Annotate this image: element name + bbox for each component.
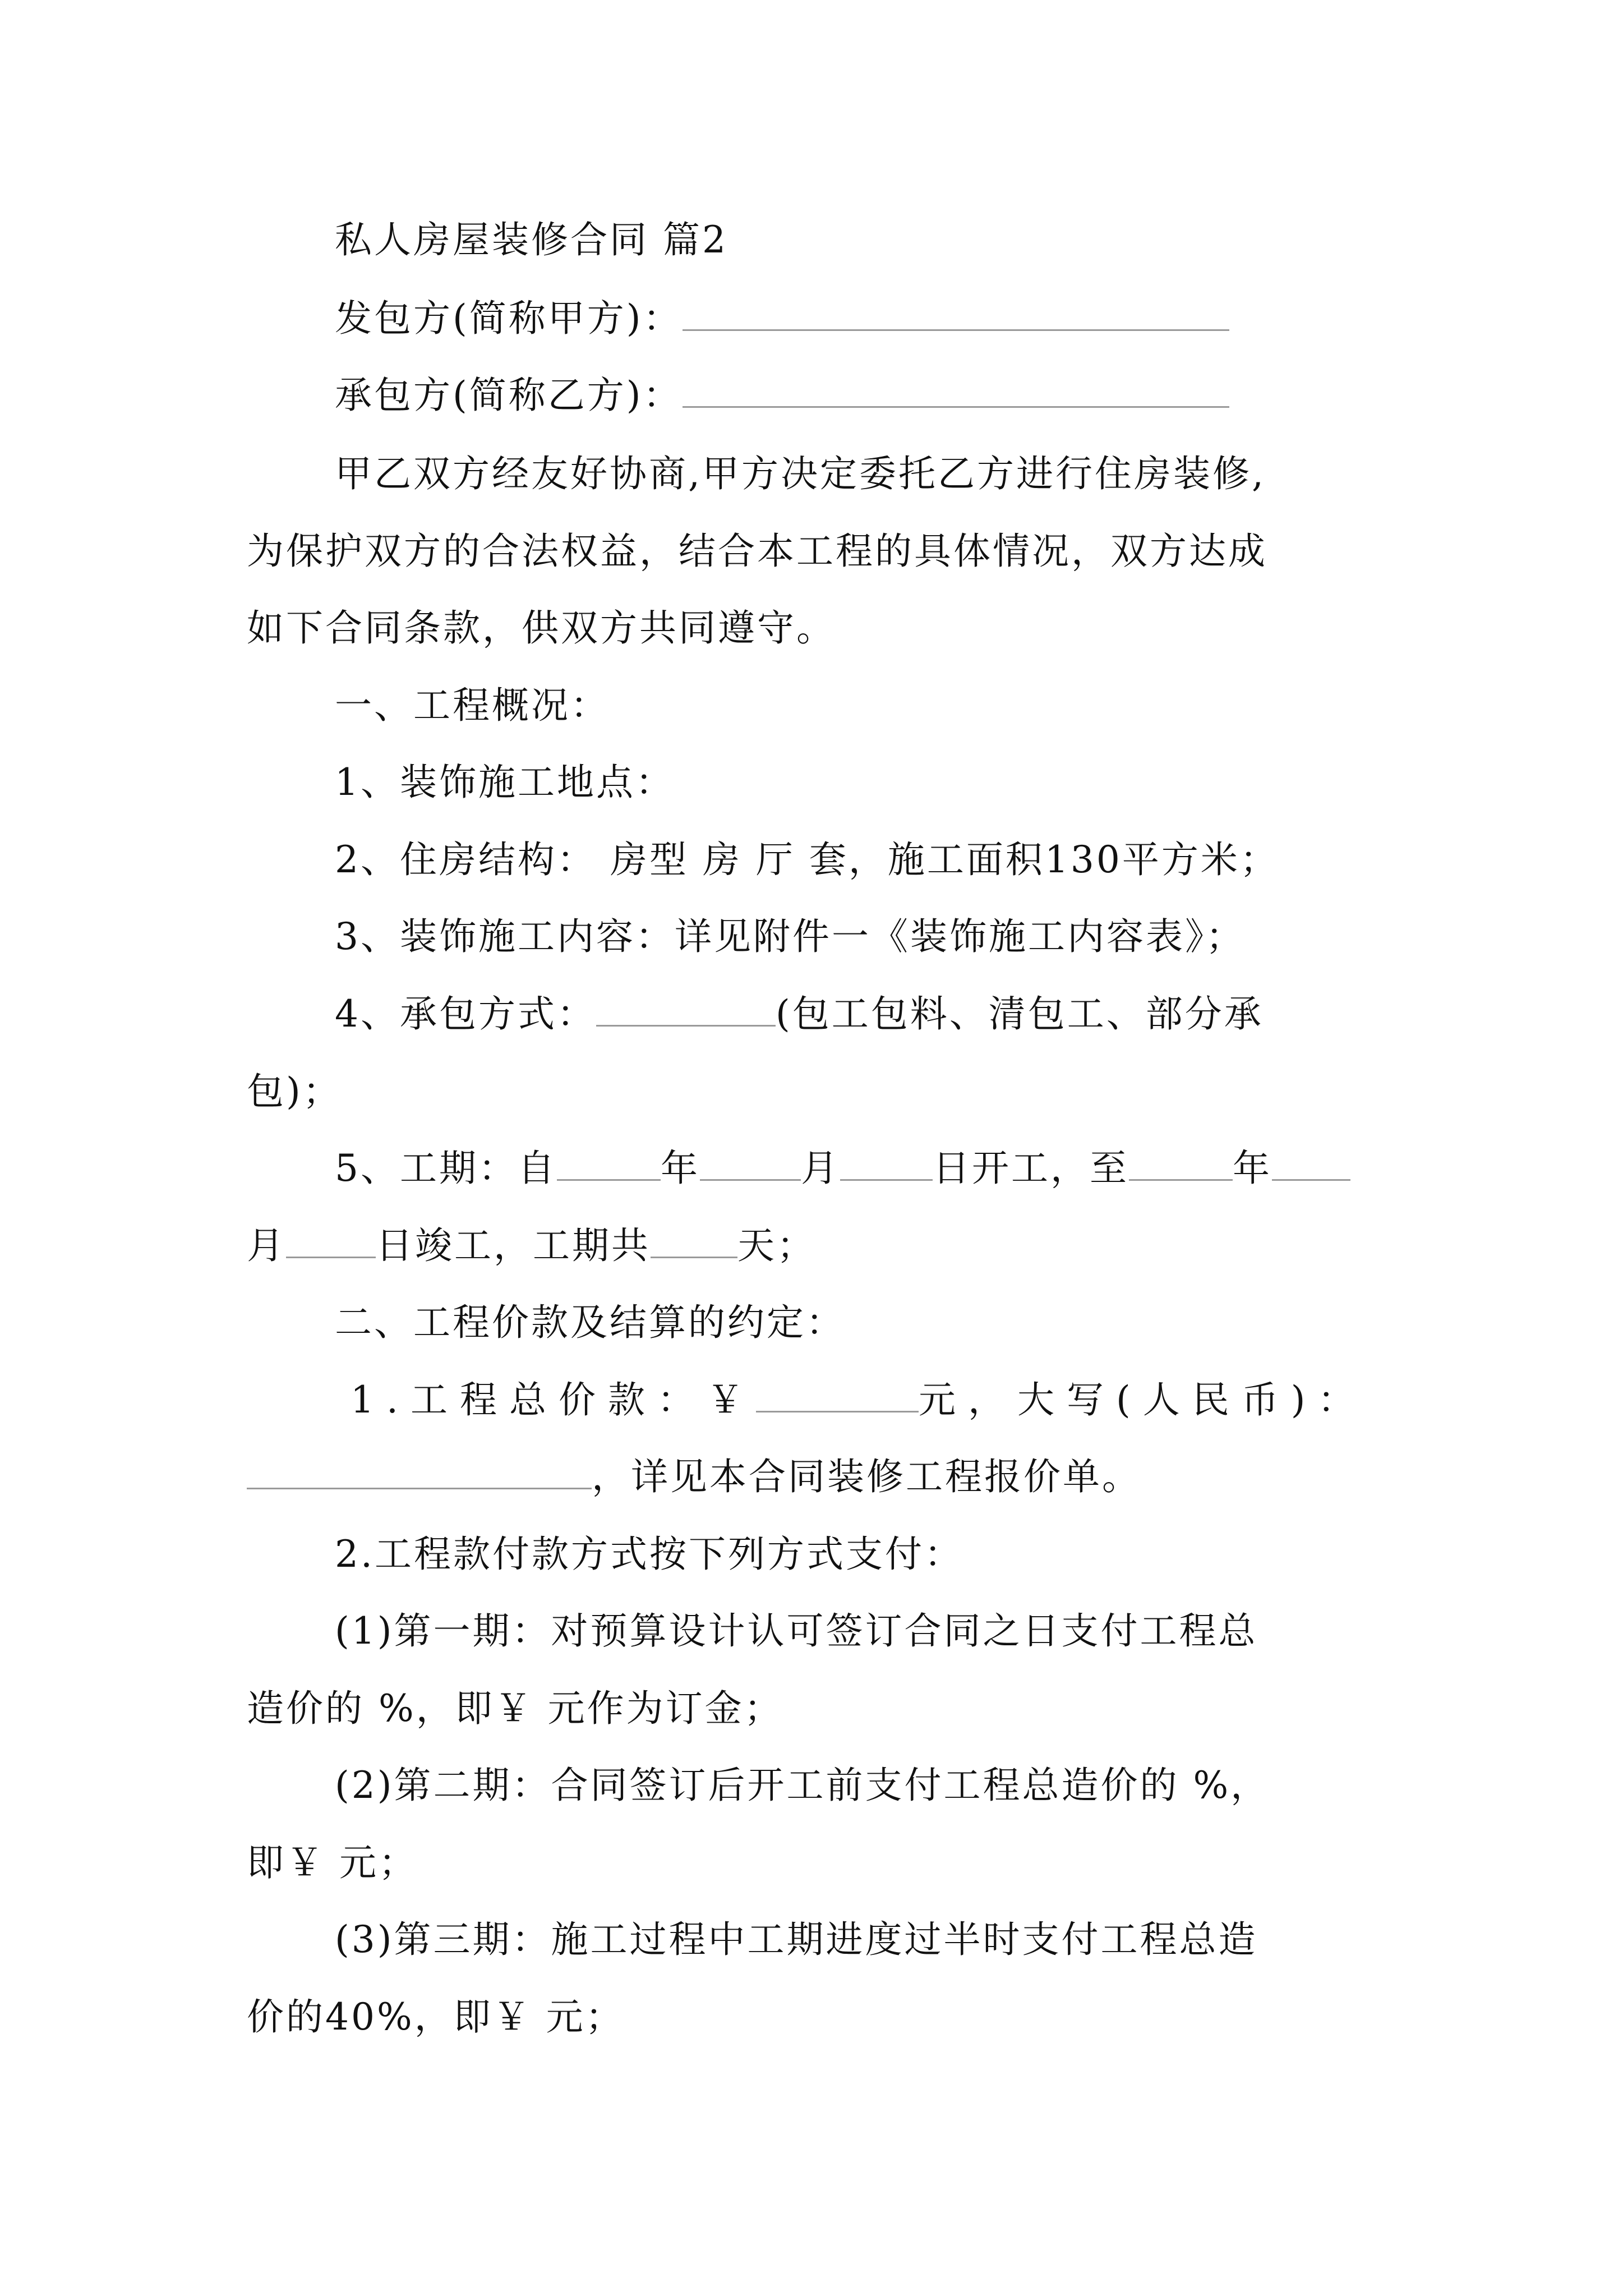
item5-end: 日竣工，工期共 bbox=[376, 1224, 651, 1267]
payment-heading: 2.工程款付款方式按下列方式支付： bbox=[335, 1533, 963, 1576]
price-line-1 bbox=[351, 1378, 1367, 1423]
item5-day1: 日开工，至 bbox=[933, 1147, 1129, 1190]
item4-blank bbox=[596, 993, 776, 1027]
item5-month1: 月 bbox=[801, 1147, 840, 1190]
party-b-line bbox=[335, 373, 1229, 418]
section1-heading: 一、工程概况： bbox=[335, 684, 610, 727]
phase2-line-2: 即￥ 元； bbox=[247, 1841, 418, 1884]
party-b-label: 承包方(简称乙方)： bbox=[335, 374, 683, 417]
phase1-line-2: 造价的 %，即￥ 元作为订金； bbox=[247, 1687, 783, 1730]
item5-line-1 bbox=[335, 1146, 1350, 1191]
intro-line-1: 甲乙双方经友好协商,甲方决定委托乙方进行住房装修, bbox=[335, 452, 1266, 495]
item5-prefix: 5、工期：自 bbox=[335, 1147, 557, 1190]
item5-days: 天； bbox=[737, 1224, 816, 1267]
phase3-line-2: 价的40%，即￥ 元； bbox=[247, 1995, 625, 2039]
price-yuan: 元，大写(人民币)： bbox=[918, 1378, 1367, 1421]
price-suffix: ，详见本合同装修工程报价单。 bbox=[592, 1455, 1141, 1498]
item1-location: 1、装饰施工地点： bbox=[335, 761, 675, 804]
item5-blank-day2 bbox=[286, 1225, 376, 1258]
phase2-line-1: (2)第二期：合同签订后开工前支付工程总造价的 %， bbox=[335, 1764, 1270, 1807]
intro-line-3: 如下合同条款，供双方共同遵守。 bbox=[247, 606, 836, 650]
item3-content: 3、装饰施工内容：详见附件一《装饰施工内容表》； bbox=[335, 915, 1245, 958]
item4-suffix: (包工包料、清包工、部分承 bbox=[776, 992, 1264, 1036]
item2-structure: 2、住房结构： 房型 房 厅 套，施工面积130平方米； bbox=[335, 838, 1279, 881]
item5-year1: 年 bbox=[661, 1147, 700, 1190]
item5-blank-month1 bbox=[700, 1148, 801, 1181]
price-line-2 bbox=[247, 1455, 1141, 1499]
item5-line-2 bbox=[247, 1223, 816, 1268]
intro-line-2: 为保护双方的合法权益，结合本工程的具体情况，双方达成 bbox=[247, 530, 1267, 573]
item5-blank-days bbox=[651, 1225, 737, 1258]
price-blank-amount bbox=[756, 1379, 919, 1412]
party-a-blank bbox=[683, 298, 1229, 331]
section2-heading: 二、工程价款及结算的约定： bbox=[335, 1301, 845, 1344]
phase3-line-1: (3)第三期：施工过程中工期进度过半时支付工程总造 bbox=[335, 1918, 1258, 1961]
party-a-line bbox=[335, 296, 1229, 341]
item4-line bbox=[335, 992, 1264, 1037]
item5-year2: 年 bbox=[1233, 1147, 1272, 1190]
item5-blank-day1 bbox=[840, 1148, 933, 1181]
item5-blank-year2 bbox=[1129, 1148, 1233, 1181]
party-a-label: 发包方(简称甲方)： bbox=[335, 297, 683, 340]
party-b-blank bbox=[683, 375, 1229, 408]
item4-cont: 包)； bbox=[247, 1070, 342, 1113]
item4-prefix: 4、承包方式： bbox=[335, 992, 596, 1036]
document-title: 私人房屋装修合同 篇2 bbox=[335, 218, 728, 261]
price-prefix: 1.工程总价款：￥ bbox=[351, 1378, 756, 1421]
item5-blank-year1 bbox=[557, 1148, 661, 1181]
price-blank-words bbox=[247, 1456, 592, 1489]
item5-blank-month2 bbox=[1272, 1148, 1350, 1181]
phase1-line-1: (1)第一期：对预算设计认可签订合同之日支付工程总 bbox=[335, 1609, 1258, 1653]
item5-month2: 月 bbox=[247, 1224, 286, 1267]
